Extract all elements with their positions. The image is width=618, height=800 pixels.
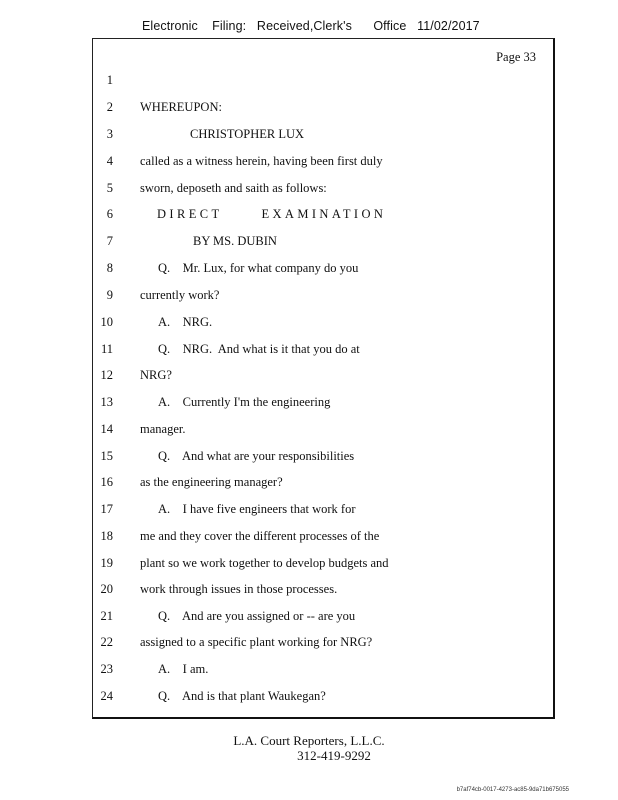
transcript-line [0,555,618,571]
line-number: 9 [106,288,113,302]
line-text: WHEREUPON: [140,100,222,114]
line-text: called as a witness herein, having been first duly [140,154,383,168]
line-text: assigned to a specific plant working for NRG? [140,635,373,649]
transcript-line [0,260,618,276]
line-number: 24 [100,689,113,703]
line-number: 13 [100,395,113,409]
line-text: Q. And are you assigned or -- are you [158,609,356,623]
transcript-line [0,153,618,169]
line-number: 11 [100,342,113,356]
line-number: 17 [100,502,113,516]
court-reporter-phone: 312-419-9292 [297,748,371,763]
line-number: 1 [106,73,113,87]
line-text: NRG? [140,368,172,382]
transcript-line [0,474,618,490]
line-text: work through issues in those processes. [140,582,338,596]
line-number: 19 [100,556,113,570]
line-text: Q. NRG. And what is it that you do at [158,342,360,356]
transcript-line [0,394,618,410]
transcript-line [0,314,618,330]
line-number: 23 [100,662,113,676]
line-number: 20 [100,582,113,596]
line-text: CHRISTOPHER LUX [190,127,305,141]
document-hash: b7af74cb-0017-4273-ac85-9da71b675055 [456,787,569,793]
transcript-line [0,99,618,115]
line-number: 15 [100,449,113,463]
page-number: Page 33 [496,50,536,64]
transcript-line [0,688,618,704]
line-text: currently work? [140,288,220,302]
line-text: A. Currently I'm the engineering [158,395,331,409]
transcript-line [0,528,618,544]
transcript-line [0,180,618,196]
line-text: me and they cover the different processes of the [140,529,380,543]
line-number: 6 [106,207,113,221]
line-number: 10 [100,315,113,329]
transcript-line [0,421,618,437]
transcript-line [0,634,618,650]
line-text: A. I am. [158,662,209,676]
line-text: sworn, deposeth and saith as follows: [140,181,327,195]
line-number: 5 [106,181,113,195]
line-number: 7 [106,234,113,248]
transcript-line [0,448,618,464]
line-text: BY MS. DUBIN [193,234,277,248]
line-number: 14 [100,422,113,436]
line-number: 8 [106,261,113,275]
line-text: plant so we work together to develop budgets and [140,556,389,570]
line-text: A. NRG. [158,315,213,329]
line-text: Q. Mr. Lux, for what company do you [158,261,359,275]
reporter-footer [0,733,618,763]
line-text: Q. And is that plant Waukegan? [158,689,326,703]
line-number: 21 [100,609,113,623]
line-number: 16 [100,475,113,489]
line-number: 18 [100,529,113,543]
line-text: A. I have five engineers that work for [158,502,356,516]
line-number: 12 [100,368,113,382]
line-text: as the engineering manager? [140,475,283,489]
transcript-line [0,501,618,517]
transcript-line [0,206,618,222]
line-number: 4 [106,154,113,168]
transcript-line [0,367,618,383]
court-reporter-name: L.A. Court Reporters, L.L.C. [233,733,385,748]
transcript-line [0,341,618,357]
transcript-line [0,287,618,303]
transcript-line [0,661,618,677]
line-number: 3 [106,127,113,141]
transcript-line [0,72,618,88]
line-number: 2 [106,100,113,114]
line-text: manager. [140,422,186,436]
transcript-line [0,126,618,142]
transcript-line [0,581,618,597]
line-text: Q. And what are your responsibilities [158,449,355,463]
electronic-filing-header: Electronic Filing: Received,Clerk's Office 11/02/2017 [142,19,480,33]
line-number: 22 [100,635,113,649]
transcript-line [0,233,618,249]
transcript-line [0,608,618,624]
examination-heading: DIRECT EXAMINATION [157,207,387,221]
